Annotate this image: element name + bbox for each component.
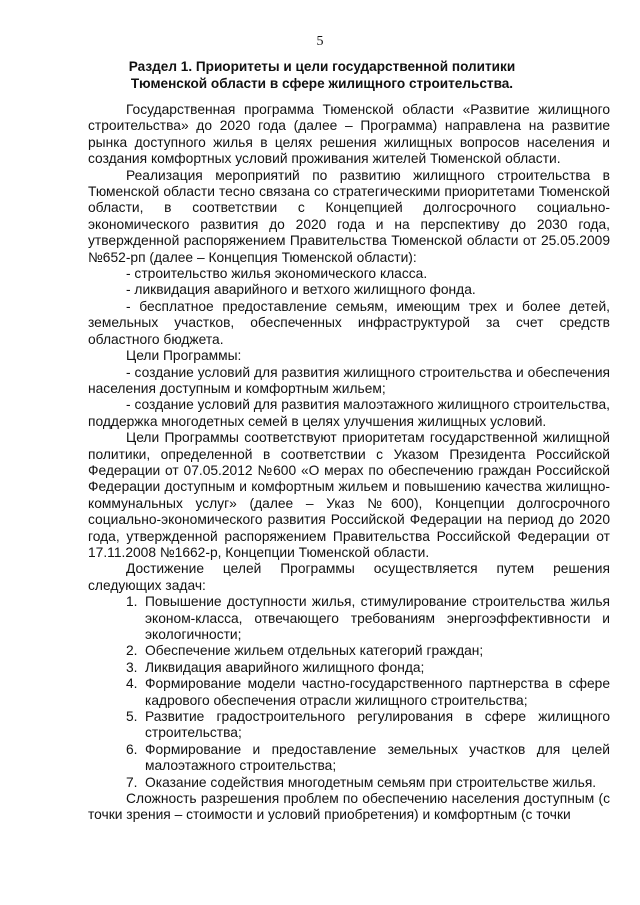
paragraph-program-intro: Государственная программа Тюменской области «Развитие жилищного строительства» до 2020 года (далее – Программа) направлена на развитие рынка доступного жилья в целях решения жилищных вопросов населения и создания комфортных условий проживания жителей Тюменской области.	[88, 102, 610, 167]
task-number: 1.	[126, 594, 138, 610]
document-body	[88, 102, 610, 824]
task-text: Оказание содействия многодетным семьям при строительстве жилья.	[145, 774, 597, 790]
task-number: 6.	[126, 741, 138, 757]
section-title	[92, 58, 552, 92]
paragraph-tasks-intro: Достижение целей Программы осуществляется путем решения следующих задач:	[88, 561, 610, 593]
task-item	[88, 709, 610, 742]
priority-item-1: - строительство жилья экономического класса.	[126, 266, 428, 282]
paragraph-complexity: Сложность разрешения проблем по обеспечению населения доступным (с точки зрения – стоимости и условий приобретения) и комфортным (с точки	[88, 791, 610, 823]
task-number: 4.	[126, 676, 138, 692]
priority-item-2: - ликвидация аварийного и ветхого жилищного фонда.	[126, 282, 476, 298]
task-item	[88, 775, 610, 791]
task-item	[88, 660, 610, 676]
section-title-line-1: Раздел 1. Приоритеты и цели государственной политики	[128, 59, 516, 74]
tasks-list	[88, 594, 610, 791]
task-text: Развитие градостроительного регулирования в сфере жилищного строительства;	[145, 709, 610, 741]
page-number: 5	[316, 34, 324, 49]
task-text: Повышение доступности жилья, стимулирование строительства жилья эконом-класса, отвечающего требованиям энергоэффективности и экологичности;	[145, 594, 610, 642]
task-item	[88, 594, 610, 643]
task-item	[88, 643, 610, 659]
goals-heading: Цели Программы:	[126, 348, 242, 364]
task-text: Формирование модели частно-государственного партнерства в сфере кадрового обеспечения отрасли жилищного строительства;	[145, 676, 610, 708]
section-title-line-2: Тюменской области в сфере жилищного строительства.	[130, 76, 514, 91]
goal-item-2: - создание условий для развития малоэтажного жилищного строительства, поддержка многодетных семей в целях улучшения жилищных условий.	[88, 397, 610, 429]
task-text: Обеспечение жильем отдельных категорий граждан;	[145, 643, 484, 659]
paragraph-priorities: Реализация мероприятий по развитию жилищного строительства в Тюменской области тесно связана со стратегическими приоритетами Тюменской области, в соответствии с Концепцией долгосрочного социально-экономического развития до 2020 года и на перспективу до 2030 года, утвержденной распоряжением Правительства Тюменской области от 25.05.2009 №652-рп (далее – Концепция Тюменской области):	[88, 167, 610, 265]
paragraph-goals-correspond: Цели Программы соответствуют приоритетам государственной жилищной политики, определенной в соответствии с Указом Президента Российской Федерации от 07.05.2012 №600 «О мерах по обеспечению граждан Российской Федерации доступным и комфортным жильем и повышению качества жилищно-коммунальных услуг» (далее – Указ №600), Концепции долгосрочного социально-экономического развития Российской Федерации на период до 2020 года, утвержденной распоряжением Правительства Российской Федерации от 17.11.2008 №1662-р, Концепции Тюменской области.	[88, 430, 610, 560]
task-number: 5.	[126, 709, 138, 725]
goal-item-1: - создание условий для развития жилищного строительства и обеспечения населения доступным и комфортным жильем;	[88, 364, 610, 396]
task-number: 2.	[126, 643, 138, 659]
task-item	[88, 676, 610, 709]
task-number: 3.	[126, 659, 138, 675]
task-number: 7.	[126, 774, 138, 790]
task-item	[88, 742, 610, 775]
task-text: Формирование и предоставление земельных участков для целей малоэтажного строительства;	[145, 741, 610, 774]
priority-item-3: - бесплатное предоставление семьям, имеющим трех и более детей, земельных участков, обеспеченных инфраструктурой за счет средств областного бюджета.	[88, 298, 610, 347]
task-text: Ликвидация аварийного жилищного фонда;	[145, 659, 425, 675]
